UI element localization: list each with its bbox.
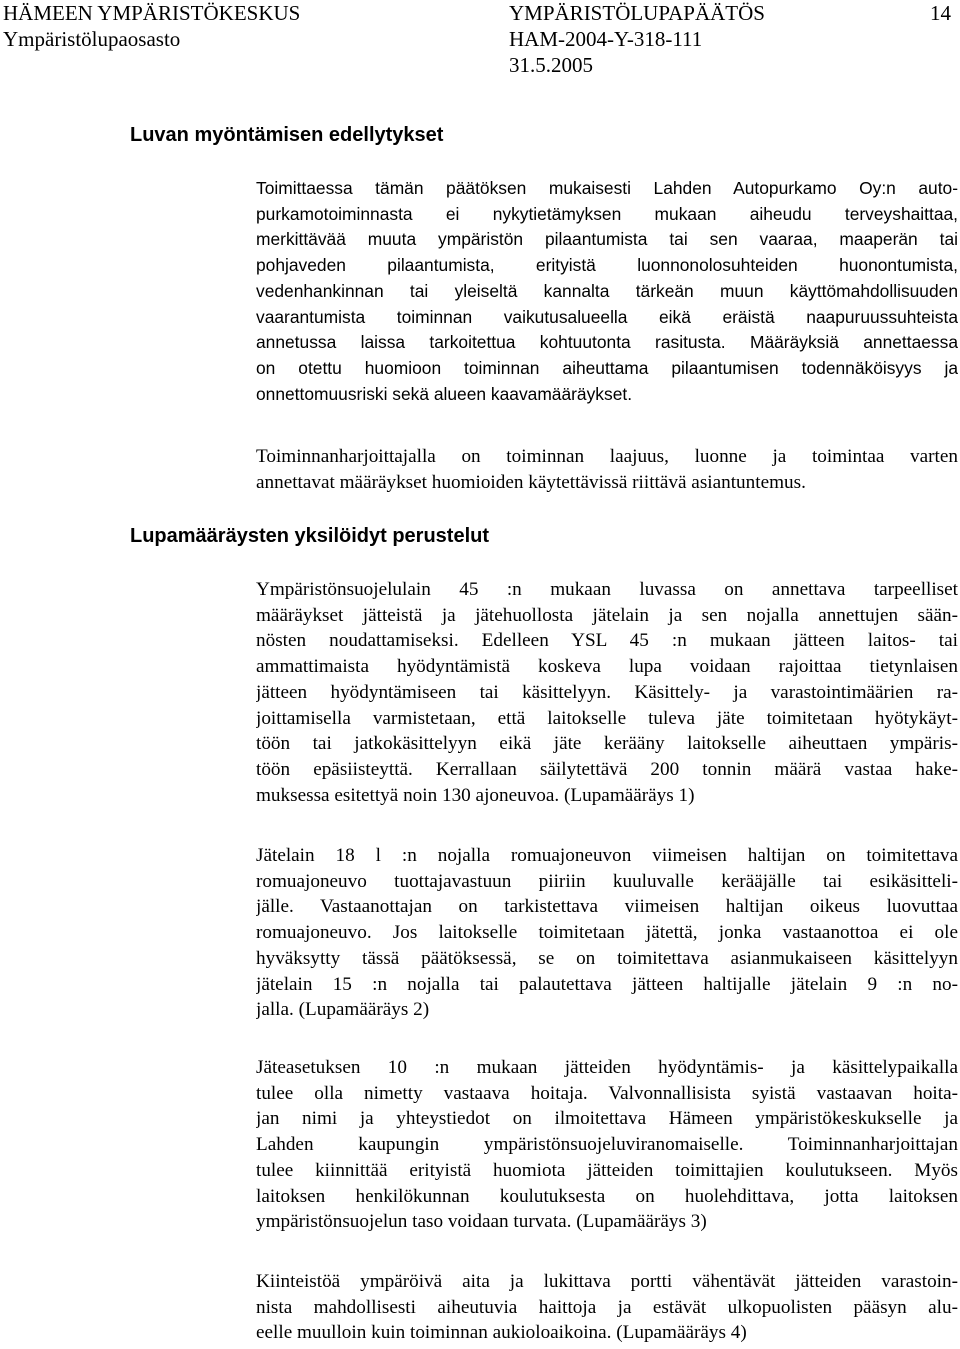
text-line: Kiinteistöä ympäröivä aita ja lukittava portti vähentävät jätteiden varastoin- (256, 1271, 958, 1292)
header-department: Ympäristölupaosasto (3, 27, 181, 51)
header-organization: HÄMEEN YMPÄRISTÖKESKUS (3, 1, 301, 25)
paragraph-expertise (256, 444, 958, 495)
text-line: Ympäristönsuojelulain 45 :n mukaan luvassa on annettava tarpeelliset (256, 579, 958, 600)
header-document-id: HAM-2004-Y-318-111 (509, 27, 703, 51)
text-line: pohjaveden pilaantumista, erityistä luonnonolosuhteiden huonontumista, (256, 255, 958, 276)
text-line: nista mahdollisesti aiheutuvia haittoja ja estävät ulkopuolisten pääsyn alu- (256, 1296, 958, 1318)
header-document-type: YMPÄRISTÖLUPAPÄÄTÖS (509, 1, 765, 25)
text-line: Lahden kaupungin ympäristönsuojeluviranomaiselle. Toiminnanharjoittajan (256, 1134, 958, 1156)
text-line: joittamisella varmistetaan, että laitokselle tuleva jäte toimitetaan hyötykäyt- (256, 707, 958, 729)
paragraph-reason-3 (256, 1055, 958, 1235)
text-line: töön epäsiisteyttä. Kerrallaan säilytettävä 200 tonnin määrä vastaa hake- (256, 758, 958, 780)
text-line: Toiminnanharjoittajalla on toiminnan laajuus, luonne ja toimintaa varten (256, 446, 958, 467)
text-line: on otettu huomioon toiminnan aiheuttama pilaantumisen todennäköisyys ja (256, 357, 958, 378)
section-heading-reasons: Lupamääräysten yksilöidyt perustelut (130, 525, 490, 547)
section-heading-conditions: Luvan myöntämisen edellytykset (130, 124, 444, 146)
text-line: tulee olla nimetty vastaava hoitaja. Valvonnallisista syistä vastaavan hoita- (256, 1082, 958, 1104)
text-line: laitoksen henkilökunnan koulutuksesta on huolehdittava, jotta laitoksen (256, 1185, 958, 1207)
text-line: annetussa laissa tarkoitettua kohtuutonta rasitusta. Määräyksiä annettaessa (256, 332, 958, 353)
text-line: annettavat määräykset huomioiden käytettävissä riittävä asiantuntemus. (256, 471, 806, 493)
text-line: ammattimaista hyödyntämistä koskeva lupa voidaan rajoittaa tietynlaisen (256, 656, 958, 678)
paragraph-reason-4 (256, 1269, 958, 1346)
text-line: jalla. (Lupamääräys 2) (256, 999, 430, 1021)
text-line: jätteen hyödyntämiseen tai käsittelyyn. Käsittely- ja varastointimäärien ra- (256, 681, 958, 703)
text-line: tulee kiinnittää erityistä huomiota jätteiden toimittajien koulutukseen. Myös (256, 1159, 958, 1181)
text-line: romuajoneuvo tuottajavastuun piiriin kuuluvalle kerääjälle tai esikäsitteli- (256, 870, 958, 892)
text-line: ympäristönsuojelun taso voidaan turvata. (Lupamääräys 3) (256, 1211, 707, 1233)
text-line: romuajoneuvo. Jos laitokselle toimitetaan jätettä, jonka vastaanottoa ei ole (256, 922, 958, 944)
text-line: Jäteasetuksen 10 :n mukaan jätteiden hyödyntämis- ja käsittelypaikalla (256, 1057, 958, 1078)
text-line: määräykset jätteistä ja jätehuollosta jätelain ja sen nojalla annettujen sään- (256, 604, 958, 626)
text-line: vedenhankinnan tai yleiseltä kannalta tärkeän muun käyttömahdollisuuden (256, 280, 958, 301)
text-line: vaarantumista toiminnan vaikutusalueella eikä eräistä naapuruussuhteista (256, 306, 958, 327)
text-line: Toimittaessa tämän päätöksen mukaisesti Lahden Autopurkamo Oy:n auto- (256, 178, 958, 198)
text-line: onnettomuusriski sekä alueen kaavamääräykset. (256, 383, 633, 404)
text-line: jan nimi ja yhteystiedot on ilmoitettava Hämeen ympäristökeskukselle ja (256, 1108, 958, 1130)
text-line: hyväksytty tässä päätöksessä, se on toimitettava asianmukaiseen käsittelyyn (256, 947, 958, 969)
paragraph-reason-1 (256, 577, 958, 808)
text-line: eelle muulloin kuin toiminnan aukioloaikoina. (Lupamääräys 4) (256, 1322, 747, 1344)
text-line: töön tai jatkokäsittelyyn eikä jäte kerääny laitokselle aiheuttaen ympäris- (256, 733, 958, 755)
text-line: Jätelain 18 l :n nojalla romuajoneuvon viimeisen haltijan on toimitettava (256, 845, 958, 866)
text-line: nösten noudattamiseksi. Edelleen YSL 45 :n mukaan jätteen laitos- tai (256, 630, 958, 652)
text-line: jätelain 15 :n nojalla tai palautettava jätteen haltijalle jätelain 9 :n no- (256, 973, 958, 995)
header-date: 31.5.2005 (509, 53, 593, 77)
text-line: merkittävää muuta ympäristön pilaantumista tai sen vaaraa, maaperän tai (256, 229, 958, 250)
paragraph-reason-2 (256, 843, 958, 1023)
text-line: purkamotoiminnasta ei nykytietämyksen mukaan aiheudu terveyshaittaa, (256, 203, 958, 224)
paragraph-conditions (256, 176, 958, 407)
text-line: muksessa esitettyä noin 130 ajoneuvoa. (Lupamääräys 1) (256, 784, 695, 806)
header-page-number: 14 (930, 1, 951, 25)
text-line: jälle. Vastaanottajan on tarkistettava viimeisen haltijan oikeus luovuttaa (256, 896, 958, 918)
